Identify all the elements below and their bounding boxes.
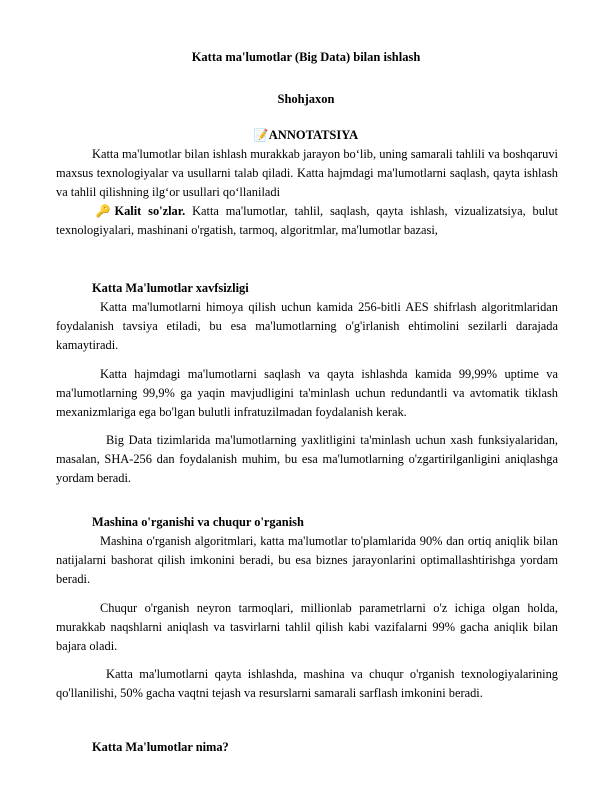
annotation-text: Katta ma'lumotlar bilan ishlash murakkab jarayon bo‘lib, uning samarali tahlili va boshqaruvi maxsus texnologiyalar va usullarni talab qiladi. Katta hajmdagi ma'lumotlarni saqlash, qayta ishlash va tahlil qilishning ilg‘or usullari qo‘llaniladi <box>56 147 558 200</box>
security-paragraph-3-text: Big Data tizimlarida ma'lumotlarning yaxlitligini ta'minlash uchun xash funksiyalaridan, masalan, SHA-256 dan foydalanish muhim, bu esa ma'lumotlarning o'zgartirilganligini aniqlashga yordam beradi. <box>56 433 558 486</box>
author-name: Shohjaxon <box>277 92 335 106</box>
memo-icon: 📝 <box>253 128 269 142</box>
document-title: Katta ma'lumotlar (Big Data) bilan ishlash <box>191 50 421 64</box>
section-heading-security: Katta Ma'lumotlar xavfsizligi <box>92 281 249 295</box>
ml-paragraph-2 <box>56 599 558 657</box>
keywords-label: Kalit so'zlar. <box>114 204 186 218</box>
section-heading-ml: Mashina o'rganishi va chuqur o'rganish <box>92 515 304 529</box>
security-paragraph-1 <box>56 298 558 356</box>
ml-paragraph-3-text: Katta ma'lumotlarni qayta ishlashda, mashina va chuqur o'rganish texnologiyalarining qo'llanilishi, 50% gacha vaqtni tejash va resurslarni samarali sarflash imkonini beradi. <box>56 667 558 701</box>
ml-paragraph-1-text: Mashina o'rganish algoritmlari, katta ma'lumotlar to'plamlarida 90% dan ortiq aniqlik bilan natijalarni bashorat qilish imkonini beradi, bu esa biznes jarayonlarini optimallashtirishga yordam beradi. <box>56 534 558 587</box>
key-icon: 🔑 <box>92 204 115 218</box>
annotation-heading-row <box>0 128 612 143</box>
keywords-text: Katta ma'lumotlar, tahlil, saqlash, qayta ishlash, vizualizatsiya, bulut texnologiyalari, mashinani o'rgatish, tarmoq, algoritmlar, ma'lumotlar bazasi, <box>56 204 558 238</box>
ml-paragraph-3 <box>56 665 558 703</box>
security-paragraph-2-text: Katta hajmdagi ma'lumotlarni saqlash va qayta ishlashda kamida 99,99% uptime va ma'lumotlarning 99,9% ga yaqin mavjudligini ta'minlash uchun redundantli va avtomatik tiklash mexanizmlariga ega bo'lgan bulutli infratuzilmadan foydalanish kerak. <box>56 367 558 420</box>
security-paragraph-1-text: Katta ma'lumotlarni himoya qilish uchun kamida 256-bitli AES shifrlash algoritmlaridan foydalanish tavsiya etiladi, bu esa ma'lumotlarning o'g'irlanish ehtimolini sezilarli darajada kamaytiradi. <box>56 300 558 353</box>
ml-paragraph-1 <box>56 532 558 590</box>
keywords-paragraph <box>56 202 558 240</box>
annotation-heading: ANNOTATSIYA <box>268 128 359 142</box>
ml-paragraph-2-text: Chuqur o'rganish neyron tarmoqlari, millionlab parametrlarni o'z ichiga olgan holda, murakkab naqshlarni aniqlash va tasvirlarni tahlil qilish kabi vazifalarni 99% gacha aniqlik bilan bajara oladi. <box>56 601 558 654</box>
annotation-paragraph <box>56 145 558 203</box>
section-heading-what-is-big-data: Katta Ma'lumotlar nima? <box>92 740 229 754</box>
security-paragraph-2 <box>56 365 558 423</box>
security-paragraph-3 <box>56 431 558 489</box>
